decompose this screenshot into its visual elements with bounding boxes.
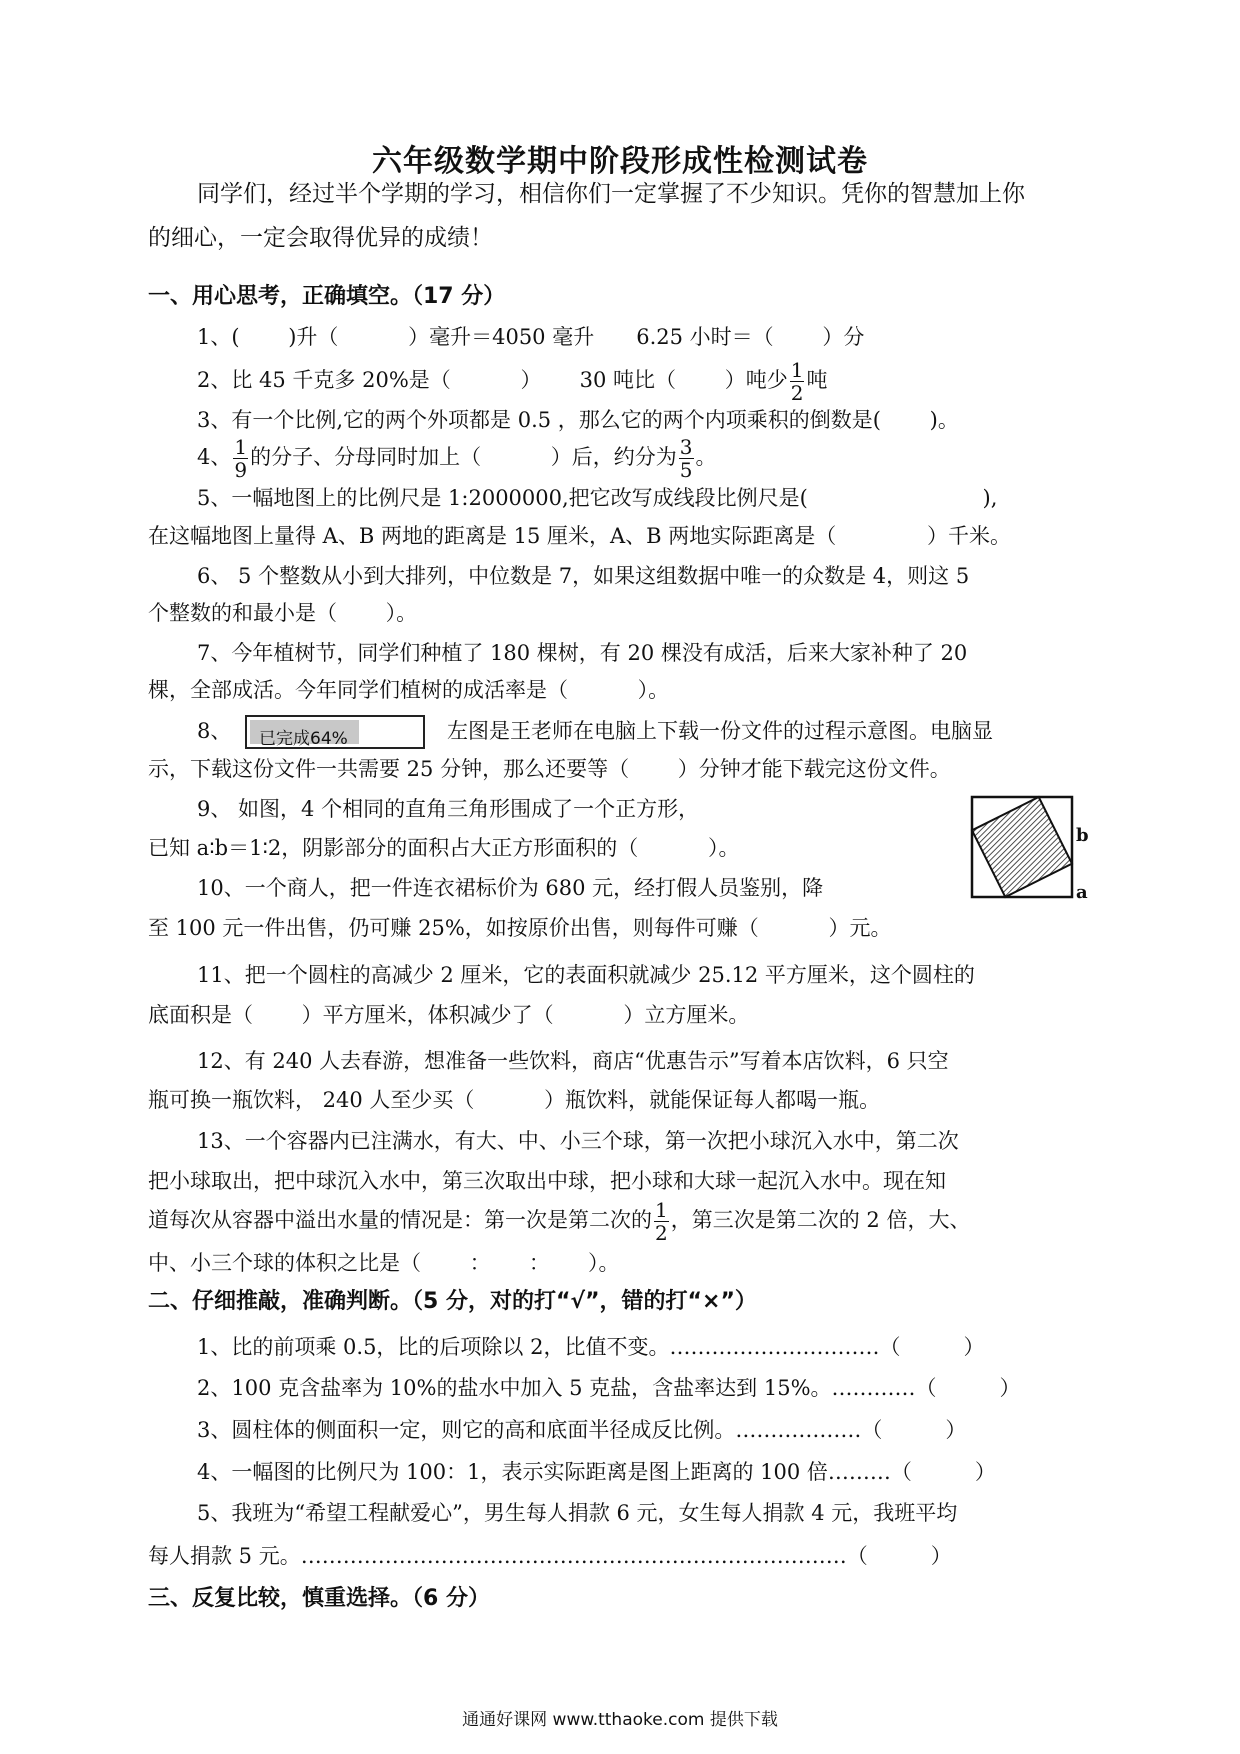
question-1-4-end: 。 [695,445,717,469]
fraction-denominator: 2 [790,381,804,405]
question-1-7-line-1: 7、今年植树节，同学们种植了 180 棵树，有 20 棵没有成活，后来大家补种了 20 [197,641,968,665]
question-1-6-line-1: 6、 5 个整数从小到大排列，中位数是 7，如果这组数据中唯一的众数是 4，则这 5 [197,564,970,588]
question-1-5-line-2: 在这幅地图上量得 A、B 两地的距离是 15 厘米，A、B 两地实际距离是（ ）千米。 [148,524,1011,548]
question-1-13-line-2: 把小球取出，把中球沉入水中，第三次取出中球，把小球和大球一起沉入水中。现在知 [148,1169,946,1193]
fraction-numerator: 1 [790,358,804,382]
fraction-one-ninth [233,437,248,480]
question-1-8-line-2: 示，下载这份文件一共需要 25 分钟，那么还要等（ ）分钟才能下载完这份文件。 [148,757,951,781]
fraction-denominator: 9 [234,458,248,482]
question-1-10-line-2: 至 100 元一件出售，仍可赚 25%，如按原价出售，则每件可赚（ ）元。 [148,916,892,940]
intro-line-2: 的细心，一定会取得优异的成绩！ [148,225,493,251]
question-1-4 [197,437,717,480]
question-1-8-line-1: 左图是王老师在电脑上下载一份文件的过程示意图。电脑显 [447,719,993,743]
question-1-1: 1、( )升（ ）毫升＝4050 毫升 6.25 小时＝（ ）分 [197,325,865,349]
question-1-9-line-1: 9、 如图，4 个相同的直角三角形围成了一个正方形， [197,797,700,821]
question-1-4-number: 4、 [197,445,232,469]
fraction-denominator: 5 [679,458,693,482]
label-a: a [1076,882,1088,903]
question-1-2-unit: 吨 [806,368,828,392]
fraction-numerator: 1 [655,1198,668,1222]
question-1-13-text-b: ，第三次是第二次的 2 倍，大、 [670,1208,971,1232]
question-1-11-line-1: 11、把一个圆柱的高减少 2 厘米，它的表面积就减少 25.12 平方厘米，这个圆柱的 [197,963,975,987]
judge-5-line-2: 每人捐款 5 元。……………………………………………………………………（ ） [148,1544,952,1568]
question-1-6-line-2: 个整数的和最小是（ ）。 [148,601,418,625]
intro-line-1: 同学们，经过半个学期的学习，相信你们一定掌握了不少知识。凭你的智慧加上你 [197,181,1025,207]
judge-1: 1、比的前项乘 0.5，比的后项除以 2，比值不变。…………………………（ ） [197,1335,985,1359]
question-1-12-line-2: 瓶可换一瓶饮料， 240 人至少买（ ）瓶饮料，就能保证每人都喝一瓶。 [148,1088,881,1112]
question-1-9-line-2: 已知 a∶b＝1∶2，阴影部分的面积占大正方形面积的（ ）。 [148,836,740,860]
label-b: b [1076,825,1089,846]
section-1-heading: 一、用心思考，正确填空。（17 分） [148,284,506,309]
fraction-denominator: 2 [655,1221,668,1245]
download-progress-bar [245,715,425,749]
page-title: 六年级数学期中阶段形成性检测试卷 [372,144,868,179]
question-1-12-line-1: 12、有 240 人去春游，想准备一些饮料，商店“优惠告示”写着本店饮料，6 只空 [197,1049,949,1073]
fraction-numerator: 3 [679,435,693,459]
judge-5-line-1: 5、我班为“希望工程献爱心”，男生每人捐款 6 元，女生每人捐款 4 元，我班平均 [197,1501,958,1525]
question-1-2 [197,360,827,403]
question-1-8-number: 8、 [197,719,232,743]
question-1-7-line-2: 棵，全部成活。今年同学们植树的成活率是（ ）。 [148,678,670,702]
question-1-11-line-2: 底面积是（ ）平方厘米，体积减少了（ ）立方厘米。 [148,1003,750,1027]
fraction-one-half [790,360,805,403]
question-1-13-text-a: 道每次从容器中溢出水量的情况是：第一次是第二次的 [148,1208,652,1232]
judge-2: 2、100 克含盐率为 10%的盐水中加入 5 克盐，含盐率达到 15%。…………（ ） [197,1376,1021,1400]
progress-label: 已完成64% [259,729,348,749]
question-1-13-line-1: 13、一个容器内已注满水，有大、中、小三个球，第一次把小球沉入水中，第二次 [197,1129,959,1153]
question-1-2-text: 2、比 45 千克多 20%是（ ） 30 吨比（ ）吨少 [197,368,788,392]
footer: 通通好课网 www.tthaoke.com 提供下载 [462,1710,778,1730]
fraction-one-half [654,1200,669,1243]
question-1-5-line-1: 5、一幅地图上的比例尺是 1:2000000,把它改写成线段比例尺是( ), [197,486,998,510]
square-triangles-figure [970,795,1090,915]
question-1-13-line-3 [148,1200,970,1243]
judge-3: 3、圆柱体的侧面积一定，则它的高和底面半径成反比例。………………（ ） [197,1418,967,1442]
question-1-3: 3、有一个比例,它的两个外项都是 0.5 ，那么它的两个内项乘积的倒数是( )。 [197,408,959,432]
question-1-10-line-1: 10、一个商人，把一件连衣裙标价为 680 元，经打假人员鉴别，降 [197,876,824,900]
question-1-13-line-4: 中、小三个球的体积之比是（ ： ： ）。 [148,1251,620,1275]
judge-4: 4、一幅图的比例尺为 100：1，表示实际距离是图上距离的 100 倍………（ ） [197,1460,996,1484]
fraction-three-fifths [679,437,694,480]
fraction-numerator: 1 [234,435,248,459]
section-2-heading: 二、仔细推敲，准确判断。（5 分，对的打“√”，错的打“×”） [148,1289,757,1314]
section-3-heading: 三、反复比较，慎重选择。（6 分） [148,1586,490,1611]
question-1-4-text: 的分子、分母同时加上（ ）后，约分为 [250,445,677,469]
